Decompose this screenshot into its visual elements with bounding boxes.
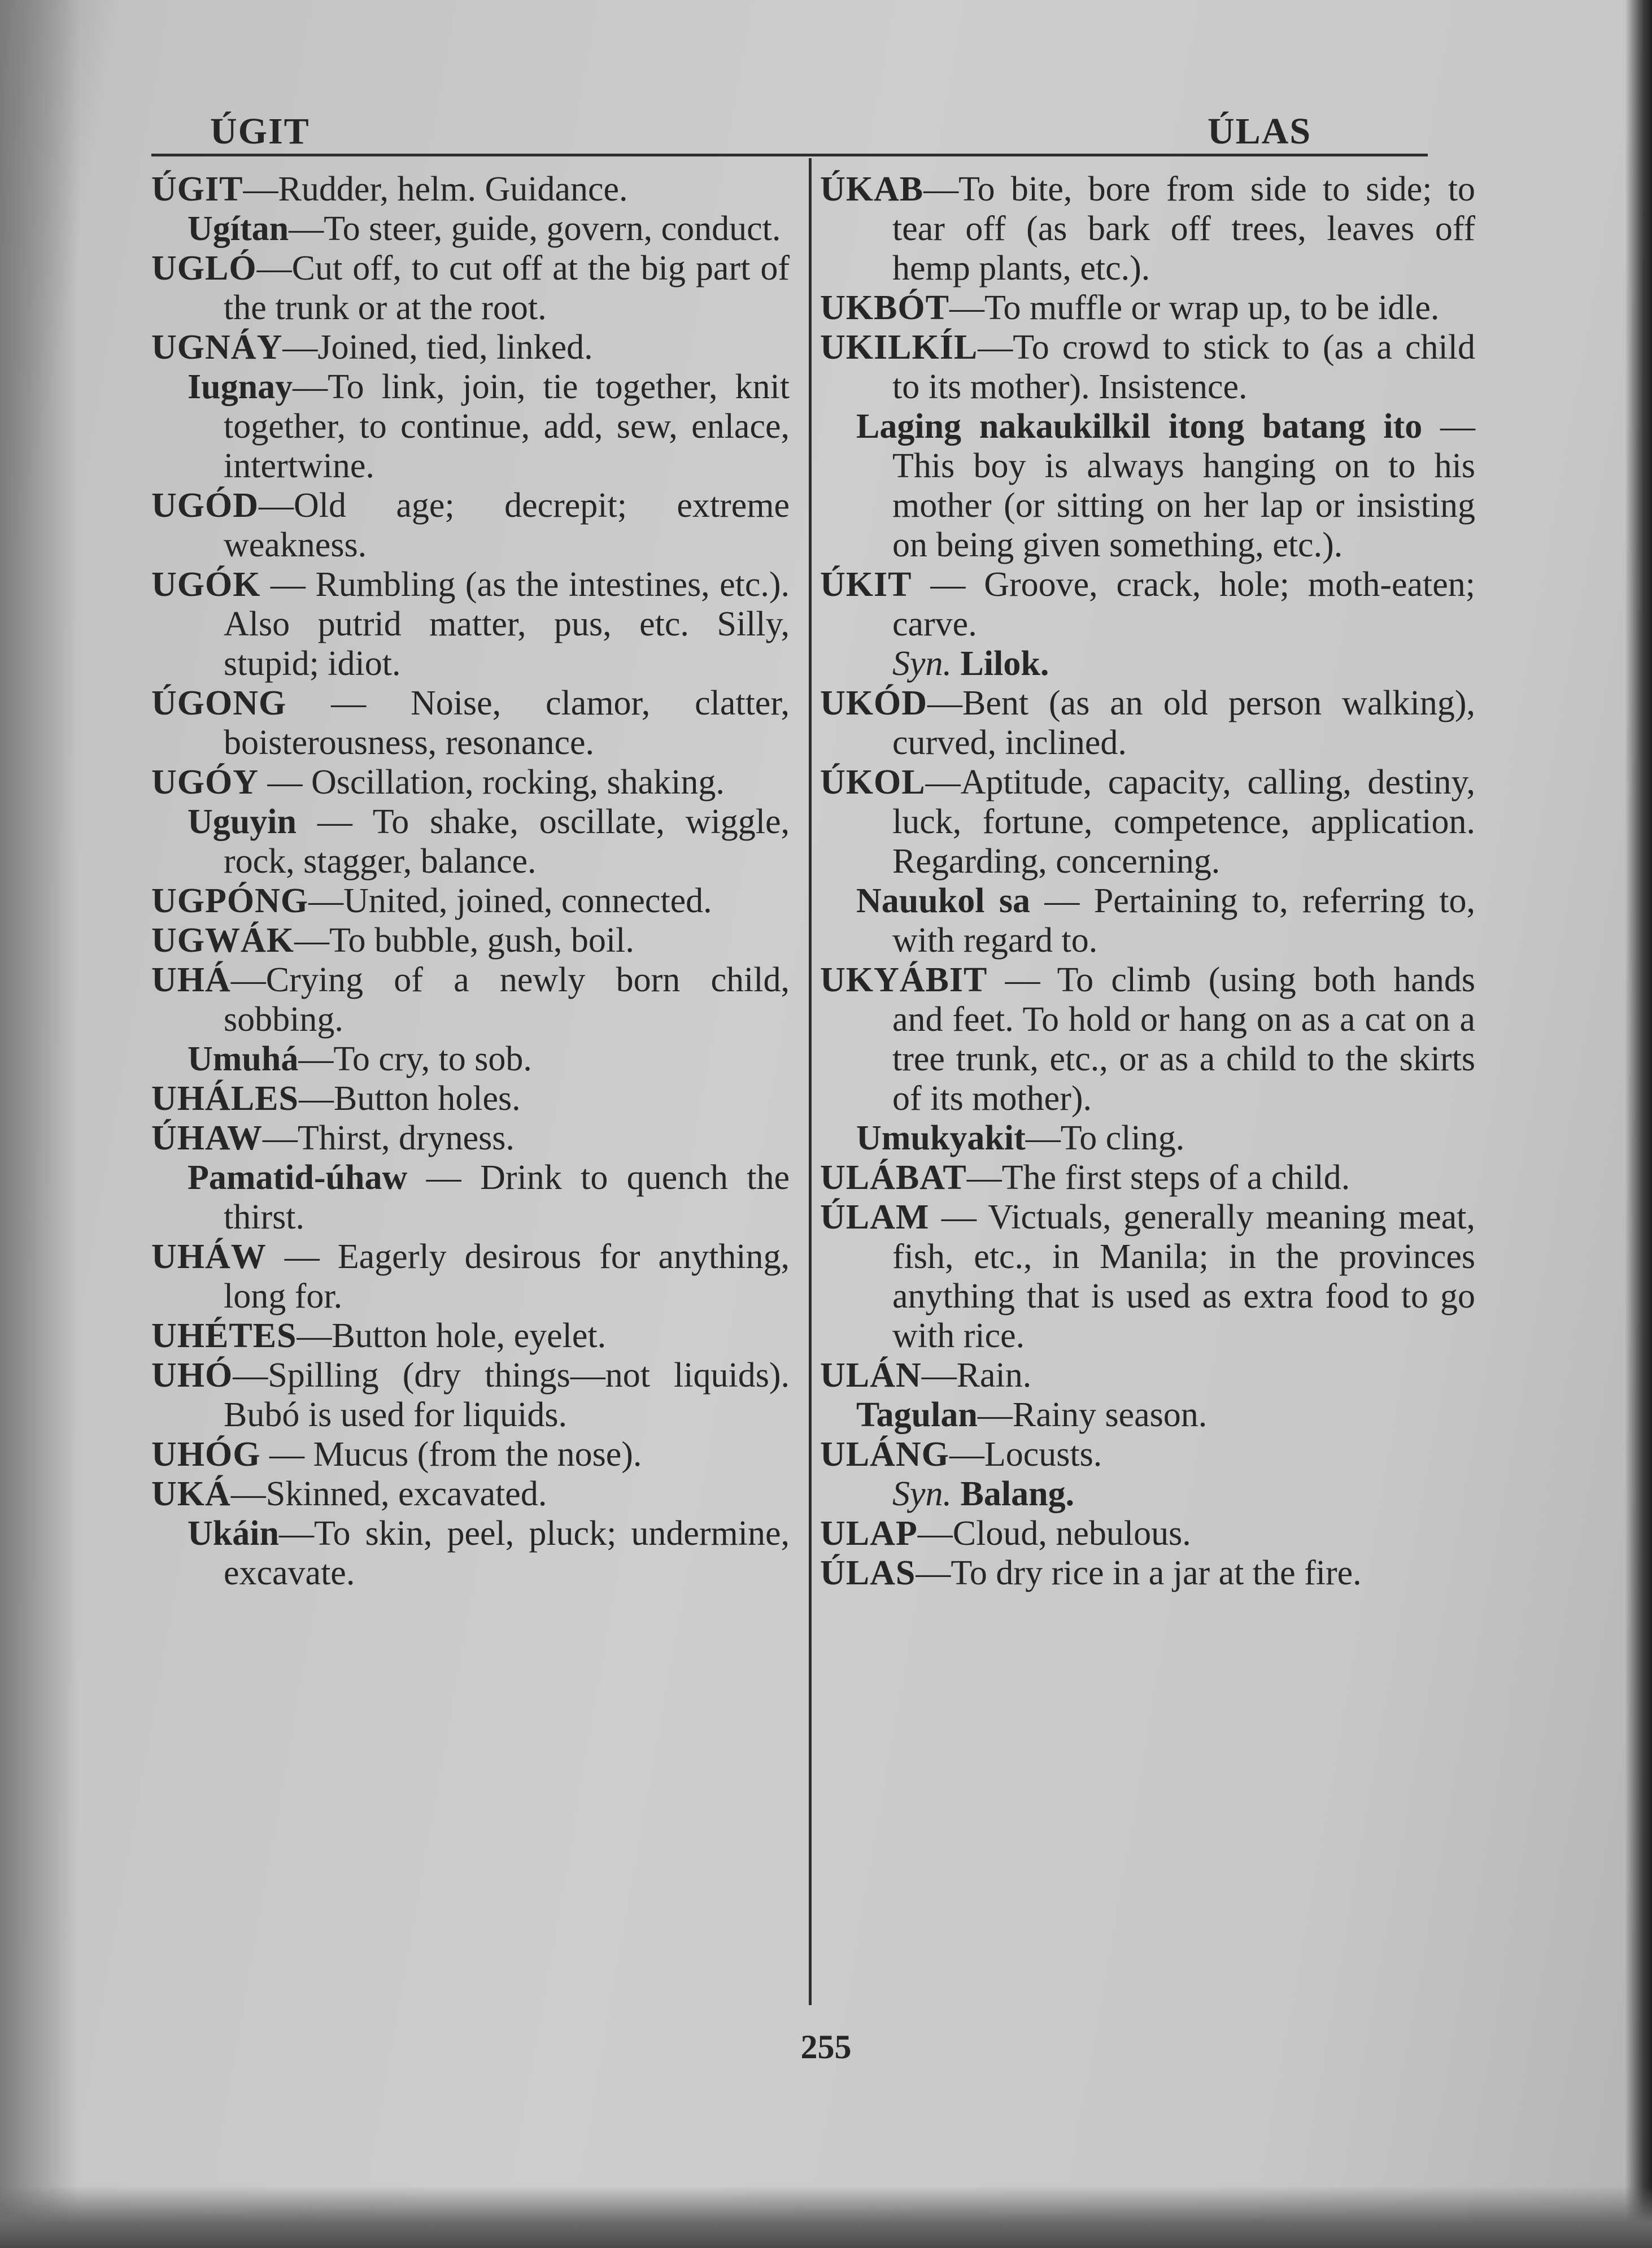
entry-headword: ÚKIT bbox=[820, 565, 912, 604]
entry-definition: —To bubble, gush, boil. bbox=[294, 921, 634, 960]
entry-headword: UKILKÍL bbox=[820, 328, 978, 367]
subentry-word: Ukáin bbox=[188, 1514, 279, 1553]
entry-definition: —Crying of a newly born child, sobbing. bbox=[224, 961, 790, 1039]
dictionary-subentry bbox=[151, 1158, 790, 1237]
entry-definition: —Cut off, to cut off at the big part of the trunk or at the root. bbox=[224, 249, 790, 327]
dictionary-entry bbox=[151, 1356, 790, 1435]
running-head-left: ÚGIT bbox=[210, 111, 310, 152]
entry-headword: UHÁW bbox=[151, 1238, 267, 1276]
subentry-word: Nauukol sa bbox=[856, 882, 1030, 920]
entry-definition: —To muffle or wrap up, to be idle. bbox=[949, 289, 1440, 327]
running-head-right: ÚLAS bbox=[1208, 111, 1312, 152]
dictionary-entry bbox=[151, 1079, 790, 1118]
entry-definition: — Mucus (from the nose). bbox=[260, 1435, 642, 1474]
header-rule bbox=[151, 154, 1428, 156]
dictionary-entry bbox=[151, 565, 790, 683]
left-column bbox=[151, 169, 790, 1593]
entry-headword: UHÁLES bbox=[151, 1079, 299, 1118]
subentry-word: Pamatid-úhaw bbox=[188, 1158, 408, 1197]
dictionary-entry bbox=[820, 1197, 1475, 1356]
subentry-word: Uguyin bbox=[188, 803, 297, 841]
entry-headword: UHÓG bbox=[151, 1435, 261, 1474]
entry-definition: — Victuals, generally meaning meat, fish, etc., in Manila; in the provinces anything that is used as extra food to go with rice. bbox=[892, 1198, 1475, 1355]
dictionary-subentry bbox=[151, 1514, 790, 1593]
dictionary-entry bbox=[151, 960, 790, 1039]
dictionary-entry bbox=[820, 328, 1475, 407]
entry-definition: —Skinned, excavated. bbox=[230, 1475, 547, 1513]
entry-headword: UKBÓT bbox=[820, 289, 949, 327]
entry-headword: ULÁNG bbox=[820, 1435, 949, 1474]
entry-definition: —Rainy season. bbox=[977, 1396, 1208, 1434]
dictionary-subentry bbox=[820, 407, 1475, 565]
entry-headword: UHÓ bbox=[151, 1356, 233, 1395]
dictionary-subentry bbox=[151, 209, 790, 249]
subentry-word: Laging nakaukilkil itong batang ito bbox=[856, 407, 1423, 446]
dictionary-subentry bbox=[820, 1118, 1475, 1158]
entry-definition: —Spilling (dry things—not liquids). Bubó is used for liquids. bbox=[224, 1356, 790, 1434]
entry-headword: UKYÁBIT bbox=[820, 961, 988, 999]
dictionary-entry bbox=[151, 249, 790, 328]
entry-definition: — Eagerly desirous for anything, long for. bbox=[224, 1238, 790, 1315]
synonym-label: Syn. bbox=[892, 1475, 952, 1513]
dictionary-entry bbox=[151, 1474, 790, 1514]
entry-headword: UGÓY bbox=[151, 763, 259, 801]
dictionary-subentry bbox=[151, 367, 790, 486]
entry-definition: —Rain. bbox=[921, 1356, 1032, 1395]
dictionary-entry bbox=[820, 565, 1475, 644]
entry-definition: —Button hole, eyelet. bbox=[297, 1317, 607, 1355]
dictionary-entry bbox=[151, 1237, 790, 1316]
subentry-word: Iugnay bbox=[188, 368, 293, 406]
entry-definition: — Pertaining to, referring to, with regard to. bbox=[892, 882, 1475, 960]
entry-definition: —Cloud, nebulous. bbox=[917, 1514, 1191, 1553]
dictionary-entry bbox=[820, 683, 1475, 763]
dictionary-entry bbox=[151, 683, 790, 763]
entry-definition: — Oscillation, rocking, shaking. bbox=[259, 763, 725, 801]
entry-definition: —Bent (as an old person walking), curved, inclined. bbox=[892, 684, 1475, 762]
entry-definition: —The first steps of a child. bbox=[966, 1158, 1350, 1197]
dictionary-entry bbox=[151, 1435, 790, 1474]
dictionary-subentry bbox=[820, 1395, 1475, 1435]
entry-headword: UGWÁK bbox=[151, 921, 294, 960]
dictionary-entry bbox=[820, 763, 1475, 881]
entry-headword: UKÁ bbox=[151, 1475, 231, 1513]
synonym-line bbox=[820, 644, 1475, 683]
entry-definition: — To climb (using both hands and feet. To hold or hang on as a cat on a tree trunk, etc., or as a child to the skirts of its mother). bbox=[892, 961, 1475, 1118]
dictionary-entry bbox=[820, 960, 1475, 1118]
entry-headword: UGÓD bbox=[151, 486, 259, 525]
entry-definition: —Thirst, dryness. bbox=[262, 1119, 515, 1157]
synonym-label: Syn. bbox=[892, 644, 952, 683]
entry-definition: —To crowd to stick to (as a child to its mother). Insistence. bbox=[892, 328, 1475, 406]
dictionary-subentry bbox=[151, 1039, 790, 1079]
entry-definition: — Drink to quench the thirst. bbox=[224, 1158, 790, 1236]
dictionary-entry bbox=[820, 288, 1475, 328]
dictionary-entry bbox=[151, 763, 790, 802]
entry-definition: —Rudder, helm. Guidance. bbox=[243, 170, 628, 208]
dictionary-entry bbox=[151, 1118, 790, 1158]
dictionary-entry bbox=[820, 1435, 1475, 1474]
entry-headword: UGNÁY bbox=[151, 328, 283, 367]
entry-definition: —Button holes. bbox=[298, 1079, 521, 1118]
dictionary-entry bbox=[820, 169, 1475, 288]
entry-headword: UKÓD bbox=[820, 684, 927, 722]
entry-headword: ÚKAB bbox=[820, 170, 924, 208]
entry-definition: —To cling. bbox=[1025, 1119, 1185, 1157]
entry-headword: ULÁN bbox=[820, 1356, 922, 1395]
column-divider bbox=[809, 158, 812, 2005]
entry-headword: ULÁBAT bbox=[820, 1158, 967, 1197]
dictionary-entry bbox=[820, 1356, 1475, 1395]
dictionary-entry bbox=[151, 1316, 790, 1356]
entry-headword: ÚHAW bbox=[151, 1119, 263, 1157]
entry-definition: —Joined, tied, linked. bbox=[282, 328, 593, 367]
entry-headword: UGÓK bbox=[151, 565, 261, 604]
entry-definition: — Rumbling (as the intestines, etc.). Also putrid matter, pus, etc. Silly, stupid; idiot. bbox=[224, 565, 790, 683]
dictionary-subentry bbox=[820, 881, 1475, 960]
synonym-word: Balang. bbox=[952, 1475, 1075, 1513]
entry-definition: —To link, join, tie together, knit together, to continue, add, sew, enlace, intertwine. bbox=[224, 368, 790, 485]
entry-headword: ÚKOL bbox=[820, 763, 926, 801]
synonym-word: Lilok. bbox=[952, 644, 1049, 683]
entry-definition: —Aptitude, capacity, calling, destiny, luck, fortune, competence, application. Regarding, concerning. bbox=[892, 763, 1475, 881]
dictionary-entry bbox=[820, 1158, 1475, 1197]
dictionary-entry bbox=[151, 921, 790, 960]
entry-definition: —To dry rice in a jar at the fire. bbox=[916, 1554, 1362, 1592]
synonym-line bbox=[820, 1474, 1475, 1514]
entry-headword: ÚLAM bbox=[820, 1198, 930, 1236]
entry-definition: — To shake, oscillate, wiggle, rock, stagger, balance. bbox=[224, 803, 790, 881]
entry-headword: UHÁ bbox=[151, 961, 231, 999]
entry-definition: —Old age; decrepit; extreme weakness. bbox=[224, 486, 790, 564]
subentry-word: Ugítan bbox=[188, 210, 289, 248]
entry-headword: ULAP bbox=[820, 1514, 918, 1553]
page-edge-bottom bbox=[0, 2186, 1652, 2248]
entry-headword: ÚLAS bbox=[820, 1554, 916, 1592]
right-column bbox=[820, 169, 1475, 1593]
entry-definition: —Locusts. bbox=[949, 1435, 1102, 1474]
subentry-word: Umuhá bbox=[188, 1040, 299, 1078]
entry-headword: UHÉTES bbox=[151, 1317, 297, 1355]
entry-definition: —To cry, to sob. bbox=[298, 1040, 532, 1078]
entry-headword: UGLÓ bbox=[151, 249, 257, 287]
dictionary-subentry bbox=[151, 802, 790, 881]
spine-shadow bbox=[0, 0, 79, 2248]
entry-headword: ÚGONG bbox=[151, 684, 287, 722]
page-edge-right bbox=[1625, 0, 1652, 2248]
entry-definition: —To steer, guide, govern, conduct. bbox=[289, 210, 781, 248]
entry-definition: —United, joined, connected. bbox=[308, 882, 712, 920]
entry-definition: —To bite, bore from side to side; to tear off (as bark off trees, leaves off hemp plants, etc.). bbox=[892, 170, 1475, 287]
entry-headword: UGPÓNG bbox=[151, 882, 309, 920]
entry-definition: —To skin, peel, pluck; undermine, excavate. bbox=[224, 1514, 790, 1592]
page-number: 255 bbox=[800, 2028, 852, 2066]
dictionary-entry bbox=[151, 486, 790, 565]
dictionary-entry bbox=[151, 328, 790, 367]
subentry-word: Umukyakit bbox=[856, 1119, 1026, 1157]
dictionary-entry bbox=[151, 881, 790, 921]
entry-headword: ÚGIT bbox=[151, 170, 243, 208]
entry-definition: — Noise, clamor, clatter, boisterousness, resonance. bbox=[224, 684, 790, 762]
subentry-word: Tagulan bbox=[856, 1396, 978, 1434]
dictionary-entry bbox=[151, 169, 790, 209]
dictionary-entry bbox=[820, 1514, 1475, 1553]
dictionary-entry bbox=[820, 1553, 1475, 1593]
entry-definition: — This boy is always hanging on to his mother (or sitting on her lap or insisting on being given something, etc.). bbox=[892, 407, 1475, 564]
entry-definition: — Groove, crack, hole; moth-eaten; carve. bbox=[892, 565, 1475, 643]
